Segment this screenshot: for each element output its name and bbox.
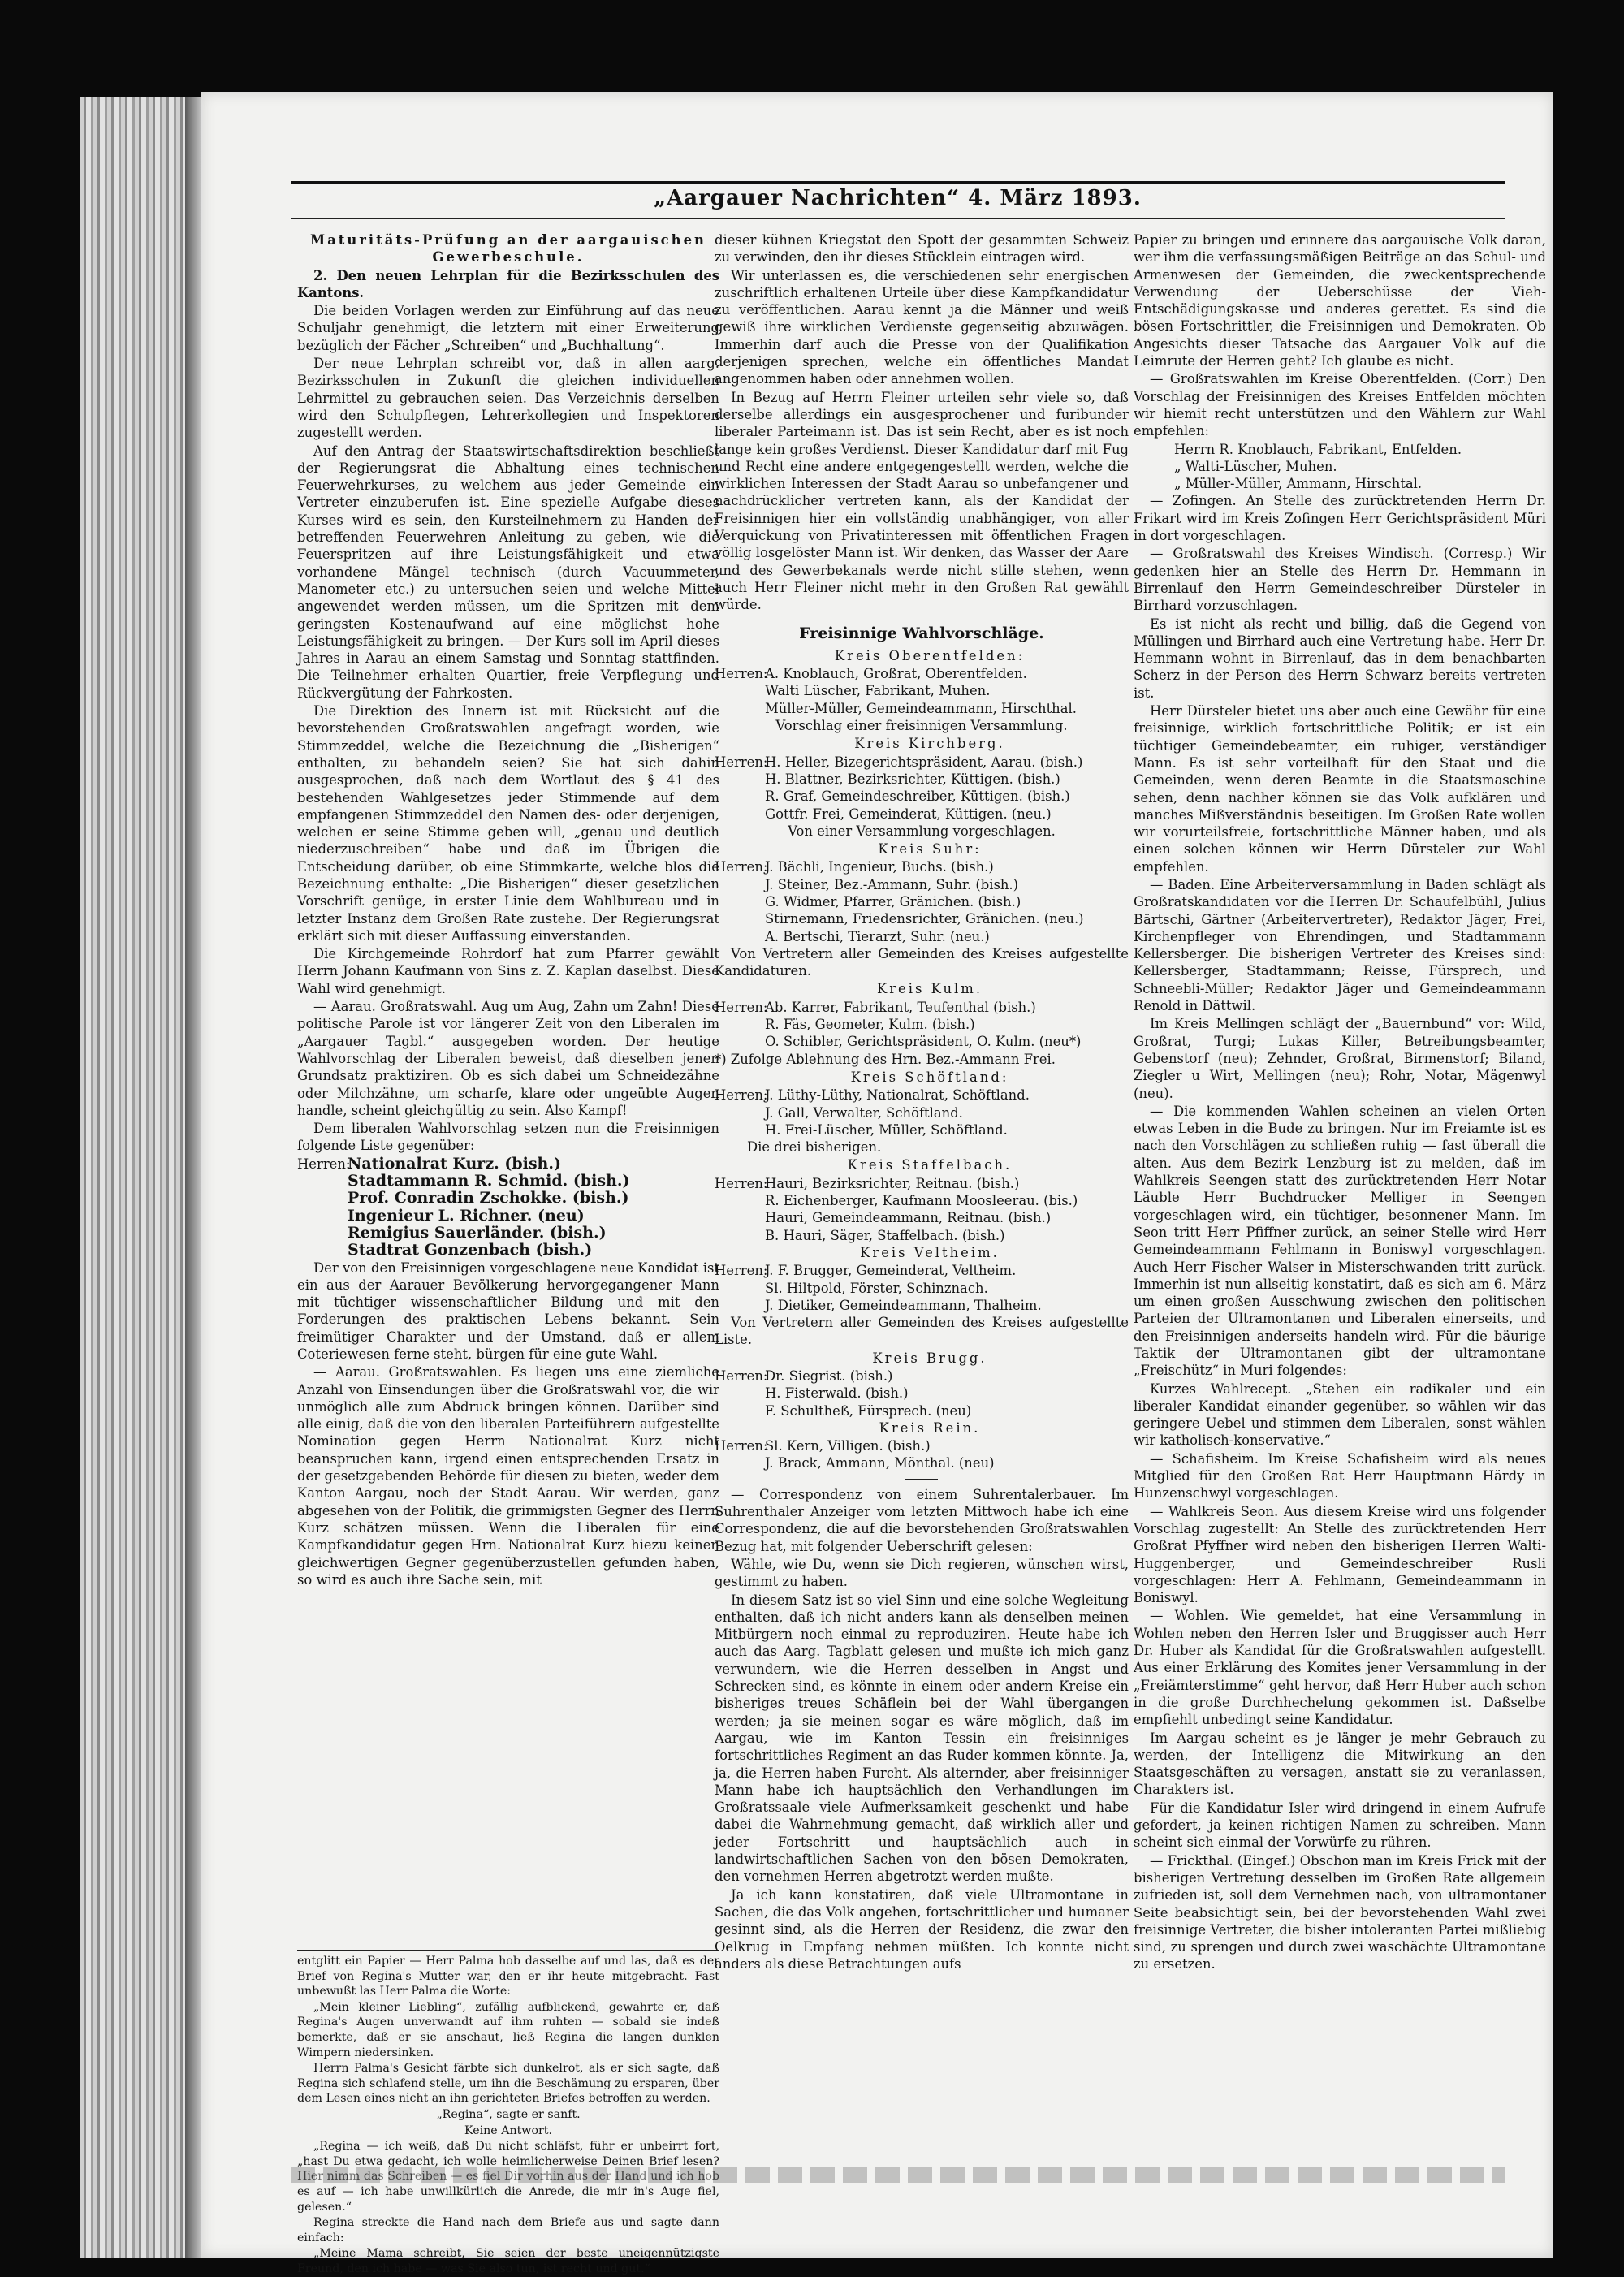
list-item: Stirnemann, Friedensrichter, Gränichen. (neu.): [765, 911, 1084, 927]
list-label: Herren:: [715, 666, 768, 682]
paragraph: — Correspondenz von einem Suhrentalerbauer. Im Suhrenthaler Anzeiger vom letzten Mittwoch habe ich eine Correspondenz, die auf die bevorstehenden Großratswahlen Bezug hat, mit folgender Ueberschrift gelesen:: [715, 1486, 1129, 1554]
list-label: Herren:: [715, 1175, 768, 1191]
district-heading: Kreis Kulm.: [876, 981, 983, 997]
candidate-list: [715, 858, 1129, 944]
list-item: J. Brack, Ammann, Mönthal. (neu): [765, 1455, 995, 1471]
district-heading: Kreis Schöftland:: [850, 1069, 1009, 1085]
candidate-list: [715, 1262, 1129, 1314]
list-note: Von einer Versammlung vorgeschlagen.: [788, 823, 1056, 839]
list-item: F. Schultheß, Fürsprech. (neu): [765, 1402, 972, 1419]
header-rule: [291, 181, 1505, 184]
column-3: [1134, 231, 1546, 1974]
list-item: „ Müller-Müller, Ammann, Hirschtal.: [1174, 476, 1423, 492]
paragraph: — Großratswahl des Kreises Windisch. (Corresp.) Wir gedenken hier an Stelle des Herrn Dr. Hemmann in Birrenlauf den Herrn Gemeindeschreiber Dürsteler in Birrhard vorzuschlagen.: [1134, 546, 1546, 614]
list-item: Herrn R. Knoblauch, Fabrikant, Entfelden.: [1174, 441, 1462, 457]
heading: Maturitäts-Prüfung an der aargauischen Gewerbeschule.: [310, 232, 706, 266]
paragraph: — Frickthal. (Eingef.) Obschon man im Kreis Frick mit der bisherigen Vertretung desselben im Großen Rate allgemein zufrieden ist, soll dem Vernehmen nach, von ultramontaner Seite beabsichtigt sein, bei der bevorstehenden Wahl zwei freisinnige Vertreter, die bisher intoleranten Partei mißliebig sind, zu sprengen und durch zwei waschächte Ultramontane zu ersetzen.: [1134, 1852, 1546, 1972]
list-item: Hauri, Bezirksrichter, Reitnau. (bish.): [765, 1175, 1020, 1191]
list-item: Stadtrat Gonzenbach (bish.): [348, 1241, 593, 1259]
candidate-list: [715, 754, 1129, 823]
list-note: *) Zufolge Ablehnung des Hrn. Bez.-Ammann Frei.: [715, 1051, 1056, 1067]
column-2: [715, 231, 1129, 1973]
candidate-list: [715, 1367, 1129, 1419]
paragraph: 2. Den neuen Lehrplan für die Bezirksschulen des Kantons.: [297, 267, 719, 300]
candidate-list: [715, 1175, 1129, 1244]
column-1: [297, 231, 719, 1589]
paragraph: Im Aargau scheint es je länger je mehr Gebrauch zu werden, der Intelligenz die Mitwirkung an den Staatsgeschäften zu versagen, anstatt sie zu veranlassen, Charakters ist.: [1134, 1730, 1546, 1798]
page-header: [291, 186, 1505, 214]
paragraph: — Aarau. Großratswahl. Aug um Aug, Zahn um Zahn! Diese politische Parole ist vor längerer Zeit von den Liberalen im „Aargauer Tagbl.“ ausgegeben worden. Der heutige Wahlvorschlag der Liberalen beweist, daß dieselben jenen Grundsatz praktiziren. Ob es sich dabei um Schneidezähne oder Milchzähne, um scharfe, klare oder ungeübte Augen handle, scheint gleichgültig zu sein. Also Kampf!: [297, 999, 719, 1118]
list-item: Gottfr. Frei, Gemeinderat, Küttigen. (neu.): [765, 806, 1052, 822]
list-label: Herren:: [715, 1368, 768, 1384]
list-item: Walti Lüscher, Fabrikant, Muhen.: [765, 683, 991, 699]
feuilleton-text: „Regina“, sagte er sanft.: [436, 2107, 581, 2121]
paragraph: — Zofingen. An Stelle des zurücktretenden Herrn Dr. Frikart wird im Kreis Zofingen Herr Gerichtspräsident Müri in dort vorgeschlagen.: [1134, 493, 1546, 544]
feuilleton-text: Regina streckte die Hand nach dem Briefe aus und sagte dann einfach:: [297, 2216, 719, 2245]
list-item: Remigius Sauerländer. (bish.): [348, 1223, 607, 1242]
paragraph: Es ist nicht als recht und billig, daß die Gegend von Müllingen und Birrhard auch eine Vertretung habe. Herr Dr. Hemmann wohnt in Birrenlauf, das in dem benachbarten Scherz in der Person des Herrn Schwarz bereits vertreten ist.: [1134, 616, 1546, 701]
list-label: Herren:: [715, 754, 768, 770]
paragraph: Wir unterlassen es, die verschiedenen sehr energischen zuschriftlich erhaltenen Urteile über diese Kampfkandidatur zu veröffentlichen. Aarau kennt ja die Männer und weiß gewiß ihre wirklichen Verdienste gegenseitig abzuwägen. Immerhin darf auch die Presse von der Qualifikation derjenigen sprechen, welche ein öffentliches Mandat angenommen haben oder annehmen wollen.: [715, 267, 1129, 387]
feuilleton-text: „Regina — ich weiß, daß Du nicht schläfst, führ er unbeirrt fort, „hast Du etwa gedacht, ich wolle heimlicherweise Deinen Brief lesen? Hier nimm das Schreiben — es fiel Dir vorhin aus der Hand und ich hob es auf — ich habe unwillkürlich die Anrede, die mir in's Auge fiel, gelesen.“: [297, 2140, 719, 2214]
list-item: H. Frei-Lüscher, Müller, Schöftland.: [765, 1121, 1008, 1138]
list-item: O. Schibler, Gerichtspräsident, O. Kulm. (neu*): [765, 1034, 1082, 1050]
section-heading: Freisinnige Wahlvorschläge.: [799, 624, 1044, 642]
candidate-list: [715, 1437, 1129, 1472]
bottom-cutoff-text: [291, 2167, 1505, 2183]
district-heading: Kreis Suhr:: [878, 841, 982, 858]
feuilleton-text: „Mein kleiner Liebling“, zufällig aufblickend, gewahrte er, daß Regina's Augen unverwandt auf ihm ruhten — sobald sie indeß bemerkte, daß er sie anschaut, ließ Regina die langen dunklen Wimpern niedersinken.: [297, 2000, 719, 2059]
candidate-list: [1134, 441, 1546, 493]
district-heading: Kreis Kirchberg.: [854, 736, 1005, 752]
list-note: Von Vertretern aller Gemeinden des Kreises aufgestellte Liste.: [715, 1315, 1129, 1348]
list-item: Sl. Hiltpold, Förster, Schinznach.: [765, 1280, 988, 1296]
feuilleton-text: Keine Antwort.: [464, 2124, 552, 2137]
paragraph: Der neue Lehrplan schreibt vor, daß in allen aarg. Bezirksschulen in Zukunft die gleichen individuellen Lehrmittel zu gebrauchen seien. Das Verzeichnis derselben wird den Schulpflegen, Lehrerkollegien und Inspektoren zugestellt werden.: [297, 356, 719, 441]
list-item: J. Dietiker, Gemeindeammann, Thalheim.: [765, 1297, 1042, 1313]
list-item: Ingenieur L. Richner. (neu): [348, 1206, 585, 1225]
district-heading: Kreis Brugg.: [872, 1350, 987, 1366]
list-item: Prof. Conradin Zschokke. (bish.): [348, 1189, 629, 1208]
header-title: „Aargauer Nachrichten“ 4. März 1893.: [654, 186, 1142, 210]
list-item: A. Bertschi, Tierarzt, Suhr. (neu.): [765, 928, 990, 944]
spine-shadow: [185, 97, 203, 2258]
paragraph: — Schafisheim. Im Kreise Schafisheim wird als neues Mitglied für den Großen Rat Herr Hauptmann Härdy in Hunzenschwyl vorgeschlagen.: [1134, 1450, 1546, 1501]
list-item: Sl. Kern, Villigen. (bish.): [765, 1438, 931, 1454]
paragraph: Wähle, wie Du, wenn sie Dich regieren, wünschen wirst, gestimmt zu haben.: [715, 1556, 1129, 1590]
list-item: J. Lüthy-Lüthy, Nationalrat, Schöftland.: [765, 1087, 1030, 1104]
list-item: R. Graf, Gemeindeschreiber, Küttigen. (bish.): [765, 789, 1070, 805]
header-subrule: [291, 218, 1505, 219]
paragraph: Kurzes Wahlrecept. „Stehen ein radikaler und ein liberaler Kandidat einander gegenüber, so wählen wir das geringere Uebel und stimmen dem Liberalen, sonst wählen wir katholisch-konservative.“: [1134, 1380, 1546, 1449]
paragraph: — Wahlkreis Seon. Aus diesem Kreise wird uns folgender Vorschlag zugestellt: An Stelle des zurücktretenden Herr Großrat Pfyffner wird neben den bisherigen Herren Walti-Huggenberger, und Gemeindeschreiber Rusli vorgeschlagen: Herr A. Fehlmann, Gemeindeammann in Boniswyl.: [1134, 1503, 1546, 1606]
paragraph: Ja ich kann konstatiren, daß viele Ultramontane in Sachen, die das Volk angehen, fortschrittlicher und humaner gesinnt sind, als die Herren der Residenz, die zwar den Oelkrug in Empfang nehmen müßten. Ich konnte nicht anders als diese Betrachtungen aufs: [715, 1886, 1129, 1972]
paragraph: — Großratswahlen im Kreise Oberentfelden. (Corr.) Den Vorschlag der Freisinnigen des Kreises Entfelden möchten wir hiemit recht unterstützen und den Wählern zur Wahl empfehlen:: [1134, 371, 1546, 439]
paragraph: — Baden. Eine Arbeiterversammlung in Baden schlägt als Großratskandidaten vor die Herren Dr. Schaufelbühl, Julius Bärtschi, Gärtner (Arbeitervertreter), Redaktor Jäger, Frei, Kirchenpfleger von Ehrendingen, und Stadtammann Kellersberger. Die bisherigen Vertreter des Kreises sind: Kellersberger, Stadtammann; Reisse, Fürsprech, und Schneebli-Müller; Redaktor Jäger und Gemeindeammann Renold in Dättwil.: [1134, 876, 1546, 1014]
candidate-list: [715, 1087, 1129, 1138]
feuilleton-text: „Meine Mama schreibt, Sie seien der beste uneigennützigste Freund, den ich habe — was Sie also tun, ist recht und gut.“: [297, 2247, 719, 2275]
list-label: Herren:: [715, 859, 768, 875]
candidate-list: [297, 1156, 719, 1259]
list-item: H. Fisterwald. (bish.): [765, 1385, 909, 1402]
paragraph: Für die Kandidatur Isler wird dringend in einem Aufrufe gefordert, ja keinen richtigen Namen zu schreiben. Mann scheint sich einmal der Vorwürfe zu rühren.: [1134, 1800, 1546, 1851]
list-item: Hauri, Gemeindeammann, Reitnau. (bish.): [765, 1210, 1052, 1226]
list-item: H. Heller, Bizegerichtspräsident, Aarau. (bish.): [765, 754, 1083, 770]
paragraph: Die Kirchgemeinde Rohrdorf hat zum Pfarrer gewählt Herrn Johann Kaufmann von Sins z. Z. Kaplan daselbst. Diese Wahl wird genehmigt.: [297, 946, 719, 996]
list-item: J. Gall, Verwalter, Schöftland.: [765, 1104, 963, 1121]
list-item: Ab. Karrer, Fabrikant, Teufenthal (bish.): [765, 999, 1036, 1015]
paragraph: — Die kommenden Wahlen scheinen an vielen Orten etwas Leben in die Bude zu bringen. Nur im Freiamte ist es nach den Vorschlägen zu schließen ruhig — fast überall die alten. Aus dem Bezirk Lenzburg ist zu melden, daß im Wahlkreis Seengen statt des zurücktretenden Herr Notar Läuble Herr Buchdrucker Melliger in Seengen vorgeschlagen wird, ein tüchtiger, besonnener Mann. Im Seon tritt Herr Pfiffner zurück, an seiner Stelle wird Herr Gemeindeammann Fehlmann in Boniswyl vorgeschlagen. Auch Herr Fischer Walser in Misterschwanden tritt zurück. Immerhin ist nun allseitig konstatirt, daß es sich am 6. März um einen großen Ausschwung zwischen den politischen Parteien der Ultramontanen und Liberalen einerseits, und den Freisinnigen anderseits handeln wird. Für die bäurige Taktik der Ultramontanen gibt der ultramontane „Freischütz“ in Muri folgendes:: [1134, 1103, 1546, 1379]
list-item: J. F. Brugger, Gemeinderat, Veltheim.: [765, 1263, 1017, 1279]
list-note: Vorschlag einer freisinnigen Versammlung.: [775, 718, 1068, 734]
list-item: Dr. Siegrist. (bish.): [765, 1368, 893, 1384]
district-heading: Kreis Veltheim.: [860, 1244, 1000, 1260]
list-note: Die drei bisherigen.: [747, 1139, 882, 1156]
list-item: R. Eichenberger, Kaufmann Moosleerau. (bis.): [765, 1193, 1078, 1209]
paragraph: Im Kreis Mellingen schlägt der „Bauernbund“ vor: Wild, Großrat, Turgi; Lukas Killer, Betreibungsbeamter, Gebenstorf (neu); Zehnder, Großrat, Birmenstorf; Biland, Ziegler u Wirt, Mellingen (neu); Rohr, Notar, Mägenwyl (neu).: [1134, 1016, 1546, 1101]
paragraph: Dem liberalen Wahlvorschlag setzen nun die Freisinnigen folgende Liste gegenüber:: [297, 1121, 719, 1154]
paragraph: In diesem Satz ist so viel Sinn und eine solche Wegleitung enthalten, daß ich nicht anders kann als denselben meinen Mitbürgern noch einmal zu reproduziren. Heute habe ich auch das Aarg. Tagblatt gelesen und mußte ich mich ganz verwundern, wie die Herren desselben in Angst und Schrecken sind, es könnte in einem oder andern Kreise ein bisheriges treues Schäflein bei der Wahl übergangen werden; ja sie meinen sogar es wäre möglich, daß im Aargau, wie im Kanton Tessin ein freisinniges fortschrittliches Regiment an das Ruder kommen könnte. Ja, ja, die Herren haben Furcht. Als alternder, aber freisinniger Mann habe ich hauptsächlich den Verhandlungen im Großratssaale viele Aufmerksamkeit geschenkt und habe dabei die Wahrnehmung gemacht, daß wirklich aller und jeder Fortschritt und hauptsächlich auch in landwirtschaftlichen Sachen von den bösen Demokraten, den vornehmen Herren abgetrotzt werden mußte.: [715, 1592, 1129, 1885]
district-heading: Kreis Oberentfelden:: [834, 647, 1026, 663]
list-item: G. Widmer, Pfarrer, Gränichen. (bish.): [765, 893, 1021, 910]
list-label: Herren:: [715, 999, 768, 1015]
paragraph: Herr Dürsteler bietet uns aber auch eine Gewähr für eine freisinnige, wirklich fortschrittliche Politik; er ist ein tüchtiger Gemeindebeamter, ein ruhiger, verständiger Mann. Es ist sehr vorteilhaft für den Staat und die Gemeinden, wenn deren Beamte in die Staatsmaschine sehen, denn nachher können sie das Volk aufklären und manches Mißverständnis beseitigen. Im Großen Rate wollen wir vorurteilsfreie, fortschrittliche Männer haben, und als einen solchen können wir Herrn Dürsteler zur Wahl empfehlen.: [1134, 703, 1546, 875]
paragraph: — Wohlen. Wie gemeldet, hat eine Versammlung in Wohlen neben den Herren Isler und Bruggisser auch Herr Dr. Huber als Kandidat für die Großratswahlen aufgestellt. Aus einer Erklärung des Komites jener Versammlung in der „Freiämterstimme“ geht hervor, daß Herr Huber auch schon in die große Durchhechelung gekommen ist. Daßselbe empfiehlt unbedingt seine Kandidatur.: [1134, 1608, 1546, 1728]
paragraph: Papier zu bringen und erinnere das aargauische Volk daran, wer ihm die verfassungsmäßigen Beiträge an das Schul- und Armenwesen der Gemeinden, die zweckentsprechende Verwendung der Ueberschüsse der Vieh-Entschädigungskasse und anderes gerettet. Es sind die bösen Fortschrittler, die Freisinnigen und Demokraten. Ob Angesichts dieser Tatsache das Aargauer Volk auf die Leimrute der Herren geht? Ich glaube es nicht.: [1134, 232, 1546, 369]
paragraph: Der von den Freisinnigen vorgeschlagene neue Kandidat ist ein aus der Aarauer Bevölkerung hervorgegangener Mann mit tüchtiger wissenschaftlicher Bildung und mit den Forderungen des praktischen Lebens bekannt. Sein freimütiger Charakter und der Umstand, daß er allem Coteriewesen ferne steht, bürgen für eine gute Wahl.: [297, 1259, 719, 1362]
list-item: A. Knoblauch, Großrat, Oberentfelden.: [765, 666, 1027, 682]
paragraph: In Bezug auf Herrn Fleiner urteilen sehr viele so, daß derselbe allerdings ein ausgesprochener und furibunder liberaler Parteimann ist. Das ist sein Recht, aber es ist noch lange kein großes Verdienst. Dieser Kandidatur darf mit Fug und Recht eine andere entgegengestellt werden, welche die wirklichen Interessen der Stadt Aarau so unbefangener und nachdrücklicher vertreten kann, als der Kandidat der Freisinnigen hier ein vollständig unabhängiger, von aller Verquickung von Privatinteressen mit öffentlichen Fragen völlig losgelöster Mann ist. Wir denken, das Wasser der Aare und des Gewerbekanals werde nicht stille stehen, wenn auch Herr Fleiner nicht mehr in den Großen Rat gewählt würde.: [715, 389, 1129, 613]
district-heading: Kreis Staffelbach.: [847, 1157, 1013, 1173]
list-label: Herren:: [715, 1438, 768, 1454]
list-item: Stadtammann R. Schmid. (bish.): [348, 1172, 630, 1190]
candidate-list: [715, 665, 1129, 717]
list-item: J. Steiner, Bez.-Ammann, Suhr. (bish.): [765, 876, 1019, 892]
paragraph: Die Direktion des Innern ist mit Rücksicht auf die bevorstehenden Großratswahlen angefragt worden, wie Stimmzeddel, welche die Bezeichnung die „Bisherigen“ enthalten, zu behandeln seien? Sie hat sich dahin ausgesprochen, daß nach dem Wortlaut des § 41 des bestehenden Wahlgesetzes jeder Stimmende auf dem empfangenen Stimmzeddel den Namen des- oder derjenigen, welchen er seine Stimme geben will, „genau und deutlich niederzuschreiben“ habe und daß im Übrigen die Entscheidung darüber, ob eine Stimmkarte, welche blos die Bezeichnung enthalte: „Die Bisherigen“ dieser gesetzlichen Vorschrift genüge, in erster Linie dem Wahlbureau und in letzter Instanz dem Großen Rate zustehe. Der Regierungsrat erklärt sich mit dieser Auffassung einverstanden.: [297, 703, 719, 944]
list-label: Herren:: [715, 1087, 768, 1104]
paragraph: Die beiden Vorlagen werden zur Einführung auf das neue Schuljahr genehmigt, die letztern mit einer Erweiterung bezüglich der Fächer „Schreiben“ und „Buchhaltung“.: [297, 303, 719, 353]
feuilleton-text: entglitt ein Papier — Herr Palma hob dasselbe auf und las, daß es der Brief von Regina's Mutter war, den er ihr heute mitgebracht. Fast unbewußt las Herr Palma die Worte:: [297, 1955, 719, 1998]
book-spine: [80, 97, 201, 2258]
feuilleton: [297, 1950, 719, 2277]
list-item: B. Hauri, Säger, Staffelbach. (bish.): [765, 1227, 1005, 1243]
list-item: Nationalrat Kurz. (bish.): [348, 1154, 561, 1173]
newspaper-page: [201, 92, 1553, 2275]
list-item: „ Walti-Lüscher, Muhen.: [1174, 458, 1337, 474]
list-note: Von Vertretern aller Gemeinden des Kreises aufgestellte Kandidaturen.: [715, 945, 1129, 979]
list-label: Herren:: [297, 1156, 351, 1172]
paragraph: — Aarau. Großratswahlen. Es liegen uns eine ziemliche Anzahl von Einsendungen über die Großratswahl vor, die wir unmöglich alle zum Abdruck bringen können. Darüber sind alle einig, daß die von den liberalen Parteiführern aufgestellte Nomination gegen Herrn Nationalrat Kurz nicht beanspruchen kann, irgend einen entsprechenden Ersatz in der gesetzgebenden Behörde für diesen zu bieten, weder dem Kanton Aargau, noch der Stadt Aarau. Wir werden, ganz abgesehen von der Politik, die grimmigsten Gegner des Herrn Kurz schätzen müssen. Wenn die Liberalen für eine Kampfkandidatur gegen Hrn. Nationalrat Kurz hiezu keinen gleichwertigen Gegner gegenüberzustellen gefunden haben, so wird es auch ihre Sache sein, mit: [297, 1364, 719, 1588]
paragraph: Auf den Antrag der Staatswirtschaftsdirektion beschließt der Regierungsrat die Abhaltung eines technischen Feuerwehrkurses, zu welchem aus jeder Gemeinde ein Vertreter einzuberufen ist. Eine spezielle Aufgabe dieses Kurses wird es sein, den Kursteilnehmern zu Handen der betreffenden Feuerwehren Anleitung zu geben, wie die Feuerspritzen auf ihre Leistungsfähigkeit und etwa vorhandene Mängel technisch (durch Vacuummeter, Manometer etc.) zu untersuchen seien und welche Mittel angewendet werden müssen, um die Spritzen mit dem geringsten Kostenaufwand auf eine möglichst hohe Leistungsfähigkeit zu bringen. — Der Kurs soll im April dieses Jahres in Aarau an einem Samstag und Sonntag stattfinden. Die Teilnehmer erhalten Quartier, freie Verpflegung und Rückvergütung der Fahrkosten.: [297, 443, 719, 701]
candidate-list: [715, 999, 1129, 1051]
paragraph: dieser kühnen Kriegstat den Spott der gesammten Schweiz zu verwinden, den ihr dieses Stücklein eintragen wird.: [715, 232, 1129, 266]
list-item: J. Bächli, Ingenieur, Buchs. (bish.): [765, 859, 994, 875]
list-item: H. Blattner, Bezirksrichter, Küttigen. (bish.): [765, 771, 1060, 787]
district-heading: Kreis Rein.: [879, 1419, 981, 1436]
list-label: Herren:: [715, 1263, 768, 1279]
list-item: Müller-Müller, Gemeindeammann, Hirschthal.: [765, 700, 1077, 716]
feuilleton-text: Herrn Palma's Gesicht färbte sich dunkelrot, als er sich sagte, daß Regina sich schlafend stelle, um ihn die Beschämung zu ersparen, über dem Lesen eines nicht an ihn gerichteten Briefes betroffen zu werden.: [297, 2062, 719, 2106]
list-item: R. Fäs, Geometer, Kulm. (bish.): [765, 1017, 975, 1033]
section-separator: [905, 1479, 938, 1480]
